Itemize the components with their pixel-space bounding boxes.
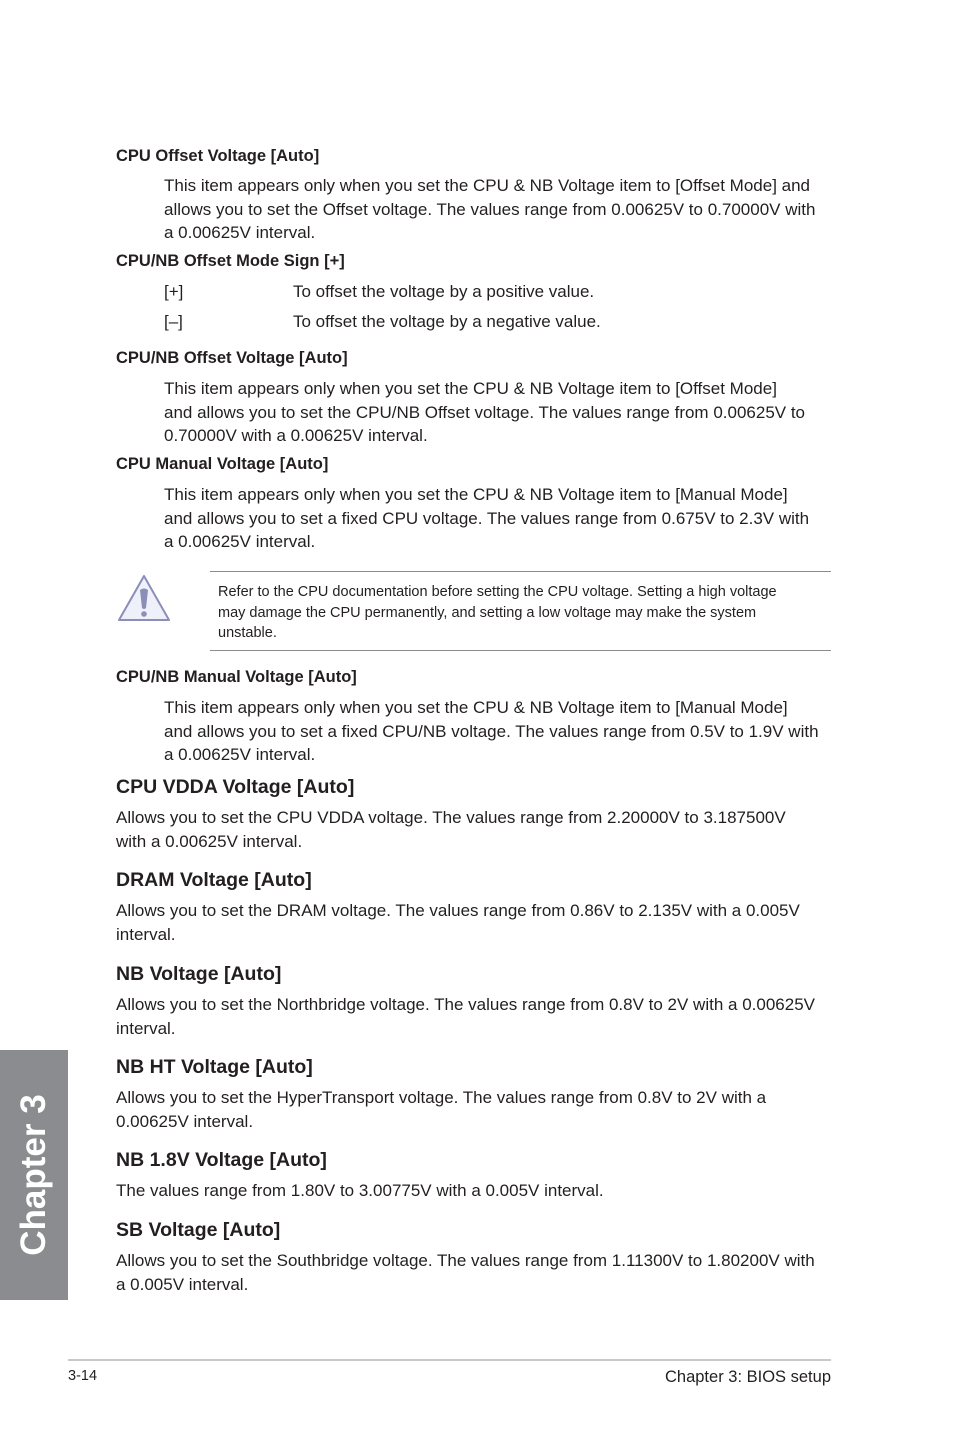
paragraph-line: Allows you to set the DRAM voltage. The values range from 0.86V to 2.135V with a 0.005V: [116, 901, 800, 920]
heading-cpu-offset-voltage: CPU Offset Voltage [Auto]: [116, 147, 320, 165]
note-line: Refer to the CPU documentation before setting the CPU voltage. Setting a high voltage: [218, 584, 777, 600]
paragraph-line: 0.70000V with a 0.00625V interval.: [164, 426, 428, 445]
paragraph-line: with a 0.00625V interval.: [116, 831, 303, 851]
option-desc-negative: To offset the voltage by a negative value.: [293, 312, 601, 331]
option-desc-positive: To offset the voltage by a positive value.: [293, 282, 595, 301]
paragraph-nb-ht-voltage: [116, 1086, 834, 1133]
option-key-negative: [–]: [164, 312, 183, 331]
page-number: 3-14: [68, 1368, 98, 1384]
paragraph-line: 0.00625V interval.: [116, 1111, 254, 1131]
paragraph-line: a 0.00625V interval.: [164, 532, 316, 551]
paragraph-line: a 0.00625V interval.: [164, 745, 316, 764]
heading-cpu-manual-voltage: CPU Manual Voltage [Auto]: [116, 455, 329, 473]
paragraph-line: Allows you to set the CPU VDDA voltage. The values range from 2.20000V to 3.187500V: [116, 808, 786, 827]
heading-nb-voltage: NB Voltage [Auto]: [116, 963, 282, 985]
option-key-positive: [+]: [164, 282, 184, 301]
heading-sb-voltage: SB Voltage [Auto]: [116, 1219, 281, 1241]
footer-chapter-title: Chapter 3: BIOS setup: [664, 1368, 831, 1386]
paragraph-line: and allows you to set a fixed CPU voltage. The values range from 0.675V to 2.3V with: [164, 508, 810, 528]
paragraph-line: This item appears only when you set the CPU & NB Voltage item to [Manual Mode]: [164, 485, 788, 504]
paragraph-line: and allows you to set the CPU/NB Offset voltage. The values range from 0.00625V to: [164, 402, 806, 422]
note-line: may damage the CPU permanently, and setting a low voltage may make the system: [218, 604, 757, 621]
paragraph-line: Allows you to set the Southbridge voltage. The values range from 1.11300V to 1.80200V with: [116, 1251, 815, 1270]
paragraph-nb-1-8v-voltage: [116, 1179, 834, 1203]
paragraph-cpu-nb-manual-voltage: [164, 696, 834, 767]
note-top-rule: [210, 571, 831, 572]
paragraph-line: allows you to set the Offset voltage. The values range from 0.00625V to 0.70000V with: [164, 199, 816, 219]
warning-triangle-icon: [116, 572, 172, 624]
paragraph-line: This item appears only when you set the CPU & NB Voltage item to [Offset Mode] and: [164, 176, 811, 195]
heading-nb-1-8v-voltage: NB 1.8V Voltage [Auto]: [116, 1149, 327, 1171]
paragraph-line: a 0.005V interval.: [116, 1274, 249, 1294]
paragraph-line: a 0.00625V interval.: [164, 223, 316, 242]
heading-cpu-nb-offset-mode-sign: CPU/NB Offset Mode Sign [+]: [116, 252, 345, 270]
chapter-side-tab: [0, 1050, 68, 1300]
caution-note-text: [218, 582, 818, 644]
note-bottom-rule: [210, 650, 831, 651]
paragraph-sb-voltage: [116, 1249, 834, 1296]
paragraph-cpu-vdda-voltage: [116, 806, 834, 853]
chapter-tab-label: Chapter 3: [14, 1094, 53, 1256]
paragraph-line: and allows you to set a fixed CPU/NB voltage. The values range from 0.5V to 1.9V with: [164, 721, 819, 741]
heading-dram-voltage: DRAM Voltage [Auto]: [116, 869, 312, 891]
heading-cpu-nb-offset-voltage: CPU/NB Offset Voltage [Auto]: [116, 349, 348, 367]
note-line: unstable.: [218, 625, 277, 641]
paragraph-line: interval.: [116, 924, 176, 944]
paragraph-dram-voltage: [116, 899, 834, 946]
paragraph-line: The values range from 1.80V to 3.00775V with a 0.005V interval.: [116, 1181, 604, 1200]
paragraph-line: Allows you to set the Northbridge voltage. The values range from 0.8V to 2V with a 0.00625V: [116, 995, 815, 1014]
footer-rule: [68, 1359, 831, 1361]
paragraph-cpu-offset-voltage: [164, 174, 834, 245]
paragraph-line: This item appears only when you set the CPU & NB Voltage item to [Offset Mode]: [164, 379, 777, 398]
heading-cpu-vdda-voltage: CPU VDDA Voltage [Auto]: [116, 776, 355, 798]
paragraph-cpu-nb-offset-voltage: [164, 377, 834, 448]
paragraph-line: interval.: [116, 1018, 176, 1038]
paragraph-cpu-manual-voltage: [164, 483, 834, 554]
paragraph-nb-voltage: [116, 993, 834, 1040]
heading-cpu-nb-manual-voltage: CPU/NB Manual Voltage [Auto]: [116, 668, 357, 686]
paragraph-line: Allows you to set the HyperTransport voltage. The values range from 0.8V to 2V with a: [116, 1088, 767, 1107]
paragraph-line: This item appears only when you set the CPU & NB Voltage item to [Manual Mode]: [164, 698, 788, 717]
heading-nb-ht-voltage: NB HT Voltage [Auto]: [116, 1056, 313, 1078]
